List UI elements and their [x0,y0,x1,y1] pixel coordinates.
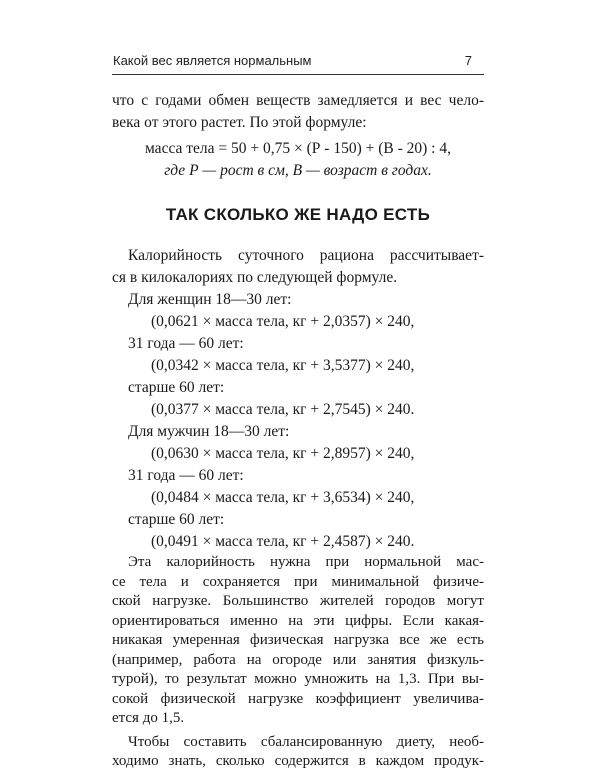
page-number: 7 [464,53,472,68]
calories-line-2: ся в килокалориях по следующей формуле. [112,269,398,286]
men-60-formula: (0,0491 × масса тела, кг + 2,4587) × 240. [151,533,415,550]
para2-line-1: Эта калорийность нужна при нормальной мас- [128,554,484,570]
men-31-60-formula: (0,0484 × масса тела, кг + 3,6534) × 240, [151,489,415,506]
men-31-60-label: 31 года — 60 лет: [128,467,244,484]
weight-formula-note: где Р — рост в см, В — возраст в годах. [164,162,432,179]
men-18-30-formula: (0,0630 × масса тела, кг + 2,8957) × 240, [151,445,415,462]
women-60-label: старше 60 лет: [128,379,225,396]
weight-formula: масса тела = 50 + 0,75 × (Р - 150) + (В - 20) : 4, [144,140,451,157]
para2-line-2: се тела и сохраняется при минимальной физиче- [112,573,484,590]
women-18-30-label: Для женщин 18—30 лет: [128,291,292,308]
para2-line-5: никакая умеренная физическая нагрузка все же есть [112,632,484,648]
women-31-60-formula: (0,0342 × масса тела, кг + 3,5377) × 240, [151,357,415,374]
running-head-title: Какой вес является нормальным [113,53,312,68]
para3-line-1: Чтобы составить сбалансированную диету, необ- [128,733,484,750]
para2-line-8: сокой физической нагрузке коэффициент увеличива- [112,690,484,707]
para2-line-9: ется до 1,5. [112,710,185,726]
para2-line-6: (например, работа на огороде или занятия физкуль- [112,651,484,668]
men-18-30-label: Для мужчин 18—30 лет: [128,423,290,440]
calories-line-1: Калорийность суточного рациона рассчитывает- [128,247,484,264]
running-head [112,52,484,74]
intro-line-2: века от этого растет. По этой формуле: [112,114,367,131]
header-rule [112,74,484,75]
men-60-label: старше 60 лет: [128,511,225,528]
para3-line-2: ходимо знать, сколько содержится в каждом продук- [112,753,484,769]
women-18-30-formula: (0,0621 × масса тела, кг + 2,0357) × 240, [151,313,415,330]
section-heading: ТАК СКОЛЬКО ЖЕ НАДО ЕСТЬ [165,205,431,224]
women-60-formula: (0,0377 × масса тела, кг + 2,7545) × 240. [151,401,415,418]
women-31-60-label: 31 года — 60 лет: [128,335,244,352]
para2-line-7: турой), то результат можно умножить на 1,3. При вы- [112,671,484,687]
intro-line-1: что с годами обмен веществ замедляется и вес чело- [112,92,484,109]
para2-line-3: ской нагрузке. Большинство жителей городов могут [112,593,484,609]
para2-line-4: ориентироваться именно на эти цифры. Если какая- [112,612,484,629]
